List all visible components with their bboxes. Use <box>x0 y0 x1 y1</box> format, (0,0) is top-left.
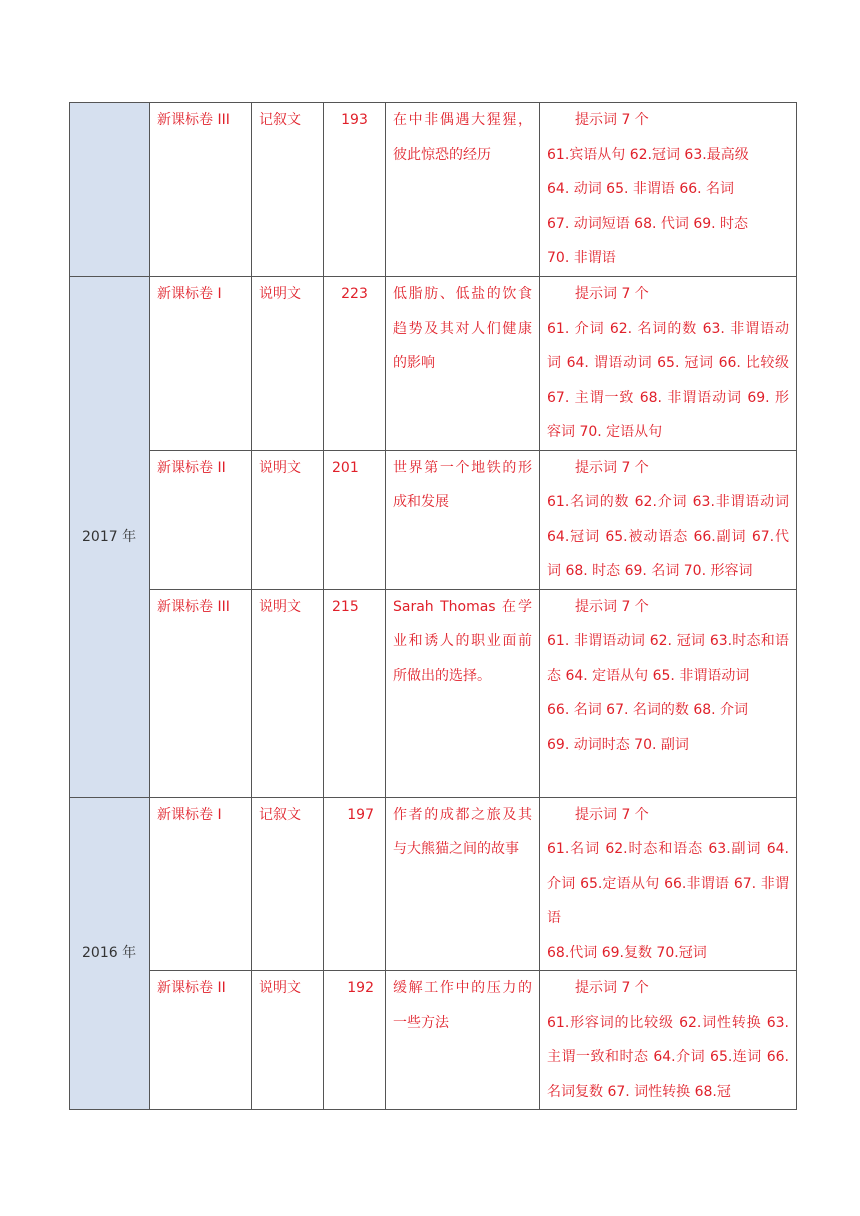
hint-count: 提示词 7 个 <box>575 459 649 476</box>
genre-cell: 记叙文 <box>252 797 324 971</box>
year-cell <box>70 103 150 277</box>
grammar-points-cell <box>540 277 797 451</box>
word-count-cell: 197 <box>324 797 386 971</box>
table-row <box>70 971 797 1110</box>
hint-count: 提示词 7 个 <box>575 112 649 128</box>
paper-cell: 新课标卷 III <box>150 103 252 277</box>
points-line: 69. 动词时态 70. 副词 <box>547 736 689 753</box>
table-row <box>70 103 797 277</box>
grammar-points-cell <box>540 971 797 1110</box>
word-count-cell: 201 <box>324 450 386 589</box>
paper-cell: 新课标卷 II <box>150 450 252 589</box>
topic-cell: 在中非偶遇大猩猩，彼此惊恐的经历 <box>386 103 540 277</box>
points-line: 61. 介词 62. 名词的数 63. 非谓语动词 64. 谓语动词 65. 冠词 66. 比较级 67. 主谓一致 68. 非谓语动词 69. 形容词 70. 定语从句 <box>547 320 789 440</box>
paper-cell: 新课标卷 I <box>150 797 252 971</box>
topic-cell: 缓解工作中的压力的一些方法 <box>386 971 540 1110</box>
topic-cell: 作者的成都之旅及其与大熊猫之间的故事 <box>386 797 540 971</box>
hint-count: 提示词 7 个 <box>575 598 649 615</box>
paper-cell: 新课标卷 III <box>150 589 252 797</box>
topic-cell: 世界第一个地铁的形成和发展 <box>386 450 540 589</box>
table-row <box>70 450 797 589</box>
points-line: 61. 非谓语动词 62. 冠词 63.时态和语态 64. 定语从句 65. 非谓语动词 <box>547 633 789 684</box>
points-line: 68.代词 69.复数 70.冠词 <box>547 944 707 961</box>
genre-cell: 说明文 <box>252 450 324 589</box>
hint-count: 提示词 7 个 <box>575 806 649 823</box>
genre-cell: 说明文 <box>252 589 324 797</box>
word-count-cell: 215 <box>324 589 386 797</box>
hint-count: 提示词 7 个 <box>575 980 649 996</box>
table-row <box>70 797 797 971</box>
paper-cell: 新课标卷 I <box>150 277 252 451</box>
grammar-exam-table <box>69 102 797 1110</box>
table-row <box>70 277 797 451</box>
hint-count: 提示词 7 个 <box>575 286 649 302</box>
points-line: 61.宾语从句 62.冠词 63.最高级 <box>547 146 749 163</box>
genre-cell: 说明文 <box>252 277 324 451</box>
year-cell: 2016 年 <box>70 797 150 1110</box>
grammar-points-cell <box>540 450 797 589</box>
genre-cell: 说明文 <box>252 971 324 1110</box>
word-count-cell: 192 <box>324 971 386 1110</box>
points-line: 64. 动词 65. 非谓语 66. 名词 <box>547 181 735 197</box>
year-cell: 2017 年 <box>70 277 150 798</box>
points-line: 66. 名词 67. 名词的数 68. 介词 <box>547 702 749 718</box>
table-row <box>70 589 797 797</box>
grammar-points-cell <box>540 103 797 277</box>
topic-cell: 低脂肪、低盐的饮食趋势及其对人们健康的影响 <box>386 277 540 451</box>
topic-cell: Sarah Thomas 在学业和诱人的职业面前所做出的选择。 <box>386 589 540 797</box>
points-line: 61.名词的数 62.介词 63.非谓语动词 64.冠词 65.被动语态 66.副词 67.代词 68. 时态 69. 名词 70. 形容词 <box>547 494 789 579</box>
grammar-points-cell <box>540 797 797 971</box>
points-line: 61.名词 62.时态和语态 63.副词 64.介词 65.定语从句 66.非谓语 67. 非谓语 <box>547 841 789 926</box>
paper-cell: 新课标卷 II <box>150 971 252 1110</box>
word-count-cell: 193 <box>324 103 386 277</box>
points-line: 61.形容词的比较级 62.词性转换 63. 主谓一致和时态 64.介词 65.连词 66.名词复数 67. 词性转换 68.冠 <box>547 1014 789 1100</box>
genre-cell: 记叙文 <box>252 103 324 277</box>
grammar-points-cell <box>540 589 797 797</box>
word-count-cell: 223 <box>324 277 386 451</box>
points-line: 67. 动词短语 68. 代词 69. 时态 <box>547 215 749 232</box>
points-line: 70. 非谓语 <box>547 250 616 266</box>
